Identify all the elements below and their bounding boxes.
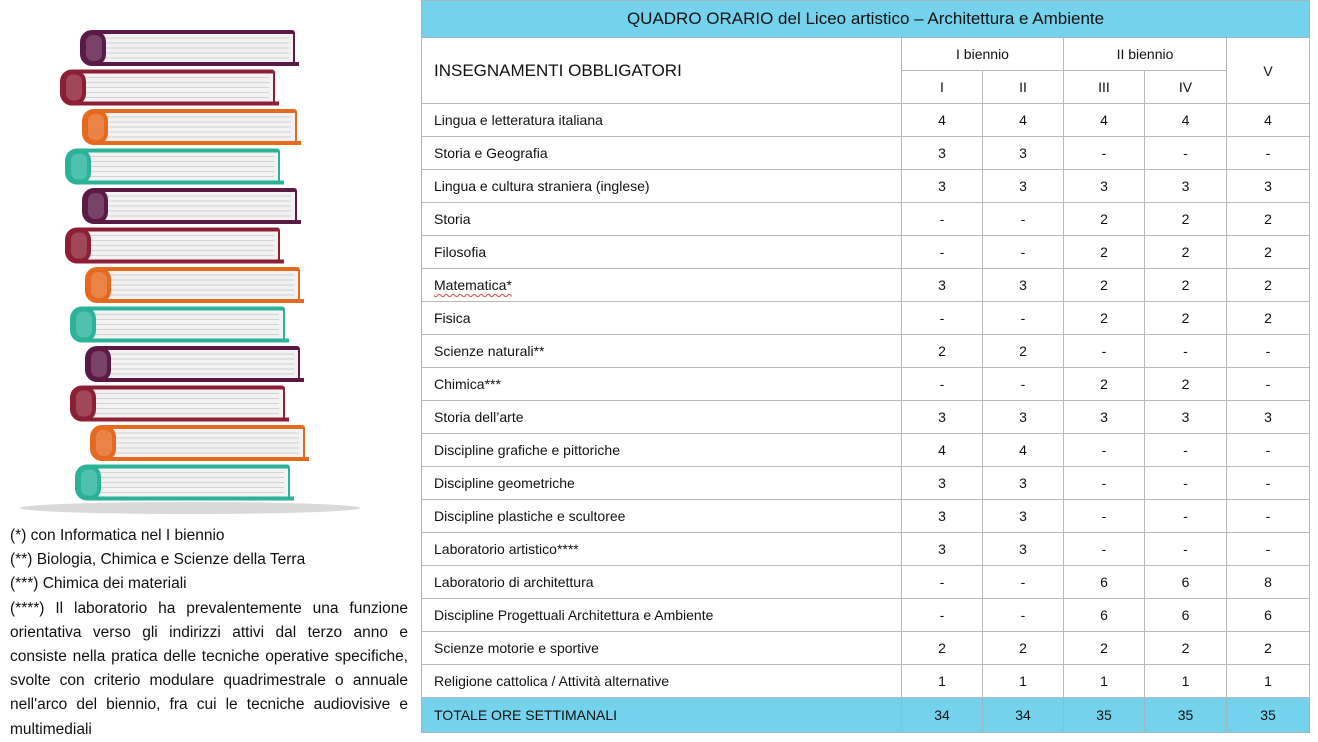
hours-cell: 2 (1145, 203, 1227, 236)
hours-cell: - (1145, 434, 1227, 467)
hours-cell: - (983, 302, 1064, 335)
hours-cell: - (1064, 434, 1145, 467)
table-row (422, 500, 1310, 533)
table-row (422, 368, 1310, 401)
hours-cell: 3 (902, 467, 983, 500)
table-row (422, 203, 1310, 236)
hours-cell: 3 (983, 401, 1064, 434)
hours-cell: 2 (1227, 302, 1310, 335)
hours-cell: 2 (1227, 632, 1310, 665)
hours-cell: 2 (1064, 203, 1145, 236)
subject-cell: Discipline plastiche e scultoree (422, 500, 902, 533)
book (75, 465, 294, 501)
subject-cell: Scienze naturali** (422, 335, 902, 368)
hours-cell: 1 (1064, 665, 1145, 698)
footnote-2: (**) Biologia, Chimica e Scienze della Terra (10, 551, 306, 569)
hours-cell: 2 (1064, 269, 1145, 302)
hours-cell: 3 (902, 269, 983, 302)
hours-cell: 3 (1064, 401, 1145, 434)
hours-cell: - (983, 599, 1064, 632)
hours-cell: - (1064, 137, 1145, 170)
footnotes (10, 524, 408, 742)
table-row (422, 599, 1310, 632)
total-hours-cell: 34 (983, 698, 1064, 733)
hours-cell: 3 (902, 170, 983, 203)
hours-cell: 2 (1064, 368, 1145, 401)
book (85, 267, 304, 303)
subject-cell: Storia (422, 203, 902, 236)
hours-cell: 2 (1064, 632, 1145, 665)
table-row (422, 269, 1310, 302)
subject-cell: Storia dell’arte (422, 401, 902, 434)
table-row (422, 665, 1310, 698)
subject-cell: Scienze motorie e sportive (422, 632, 902, 665)
hours-cell: 1 (1227, 665, 1310, 698)
subject-cell: Laboratorio artistico**** (422, 533, 902, 566)
hours-cell: 3 (1227, 401, 1310, 434)
hours-cell: 4 (902, 104, 983, 137)
total-hours-cell: 34 (902, 698, 983, 733)
book (65, 149, 284, 185)
hours-cell: - (983, 566, 1064, 599)
hours-cell: - (1227, 533, 1310, 566)
hours-cell: 6 (1064, 599, 1145, 632)
subject-cell: Laboratorio di architettura (422, 566, 902, 599)
hours-cell: 3 (902, 500, 983, 533)
hours-cell: - (983, 203, 1064, 236)
hours-cell: 2 (1145, 368, 1227, 401)
book (82, 188, 301, 224)
hours-cell: - (1227, 500, 1310, 533)
table-row (422, 632, 1310, 665)
hours-cell: 4 (1227, 104, 1310, 137)
hours-cell: 2 (1145, 302, 1227, 335)
subject-cell: Discipline geometriche (422, 467, 902, 500)
hours-cell: 3 (1145, 401, 1227, 434)
total-row (422, 698, 1310, 733)
hours-cell: 2 (983, 632, 1064, 665)
hours-cell: 6 (1227, 599, 1310, 632)
subject-cell: Religione cattolica / Attività alternative (422, 665, 902, 698)
hours-cell: 3 (902, 137, 983, 170)
total-hours-cell: 35 (1064, 698, 1145, 733)
hours-cell: 1 (902, 665, 983, 698)
hours-cell: 2 (1227, 203, 1310, 236)
hours-cell: 6 (1145, 599, 1227, 632)
total-hours-cell: 35 (1227, 698, 1310, 733)
hours-cell: - (1145, 500, 1227, 533)
hours-cell: - (1145, 137, 1227, 170)
hours-cell: - (902, 368, 983, 401)
table-row (422, 434, 1310, 467)
total-hours-cell: 35 (1145, 698, 1227, 733)
hours-cell: - (1145, 533, 1227, 566)
subject-cell: Matematica* (422, 269, 902, 302)
table-row (422, 566, 1310, 599)
hours-cell: 3 (983, 533, 1064, 566)
header-year-4: IV (1145, 71, 1227, 104)
hours-cell: 3 (983, 467, 1064, 500)
hours-cell: 3 (983, 269, 1064, 302)
hours-cell: 4 (1145, 104, 1227, 137)
header-year-2: II (983, 71, 1064, 104)
hours-cell: 2 (983, 335, 1064, 368)
book (90, 425, 309, 461)
hours-cell: 3 (983, 170, 1064, 203)
hours-cell: - (902, 236, 983, 269)
subject-cell: Chimica*** (422, 368, 902, 401)
table-row (422, 401, 1310, 434)
hours-cell: 1 (983, 665, 1064, 698)
book-stack-illustration (10, 18, 390, 518)
table-row (422, 302, 1310, 335)
subject-cell: Discipline Progettuali Architettura e Ambiente (422, 599, 902, 632)
hours-cell: 2 (902, 335, 983, 368)
hours-cell: 2 (1064, 302, 1145, 335)
hours-cell: 2 (1064, 236, 1145, 269)
table-row (422, 137, 1310, 170)
hours-cell: 3 (1227, 170, 1310, 203)
total-label: TOTALE ORE SETTIMANALI (422, 698, 902, 733)
hours-cell: 4 (1064, 104, 1145, 137)
hours-cell: 3 (1064, 170, 1145, 203)
hours-cell: - (1227, 434, 1310, 467)
hours-cell: - (1064, 500, 1145, 533)
hours-cell: - (983, 236, 1064, 269)
hours-cell: - (1227, 467, 1310, 500)
subject-cell: Filosofia (422, 236, 902, 269)
subject-cell: Storia e Geografia (422, 137, 902, 170)
table-row (422, 533, 1310, 566)
book (82, 109, 301, 145)
subject-cell: Discipline grafiche e pittoriche (422, 434, 902, 467)
schedule-table (421, 0, 1310, 733)
hours-cell: - (1227, 137, 1310, 170)
book (65, 228, 284, 264)
footnote-1: (*) con Informatica nel I biennio (10, 527, 225, 544)
table-row (422, 335, 1310, 368)
hours-cell: 3 (902, 533, 983, 566)
hours-cell: 6 (1145, 566, 1227, 599)
footnote-4: (****) Il laboratorio ha prevalentemente una funzione orientativa verso gli indirizzi attivi dal terzo anno e consiste nella pratica delle tecniche operative specifiche, svolte con criterio modulare quadrimestrale o annuale nell'arco del biennio, fra cui le tecniche audiovisive e multimediali (10, 599, 408, 738)
book (60, 70, 279, 106)
book (85, 346, 304, 382)
hours-cell: 3 (902, 401, 983, 434)
header-group-1: I biennio (902, 38, 1064, 71)
table-row (422, 104, 1310, 137)
header-year-5: V (1227, 38, 1310, 104)
book (80, 30, 299, 66)
subject-cell: Fisica (422, 302, 902, 335)
hours-cell: 2 (1145, 632, 1227, 665)
hours-cell: 3 (1145, 170, 1227, 203)
hours-cell: 3 (983, 137, 1064, 170)
hours-cell: 6 (1064, 566, 1145, 599)
hours-cell: 2 (1227, 236, 1310, 269)
hours-cell: - (1064, 467, 1145, 500)
hours-cell: - (1145, 335, 1227, 368)
hours-cell: 1 (1145, 665, 1227, 698)
hours-cell: 4 (983, 434, 1064, 467)
hours-cell: 3 (983, 500, 1064, 533)
hours-cell: - (902, 203, 983, 236)
table-title: QUADRO ORARIO del Liceo artistico – Architettura e Ambiente (422, 1, 1310, 38)
subject-cell: Lingua e cultura straniera (inglese) (422, 170, 902, 203)
hours-cell: - (902, 566, 983, 599)
subject-cell: Lingua e letteratura italiana (422, 104, 902, 137)
hours-cell: 8 (1227, 566, 1310, 599)
header-year-3: III (1064, 71, 1145, 104)
hours-cell: - (902, 599, 983, 632)
hours-cell: - (1227, 368, 1310, 401)
book (70, 386, 289, 422)
hours-cell: 2 (1145, 236, 1227, 269)
hours-cell: 2 (902, 632, 983, 665)
header-group-2: II biennio (1064, 38, 1227, 71)
hours-cell: - (983, 368, 1064, 401)
hours-cell: - (902, 302, 983, 335)
hours-cell: 2 (1145, 269, 1227, 302)
table-row (422, 236, 1310, 269)
hours-cell: - (1227, 335, 1310, 368)
hours-cell: 2 (1227, 269, 1310, 302)
table-row (422, 467, 1310, 500)
hours-cell: 4 (902, 434, 983, 467)
header-subjects: INSEGNAMENTI OBBLIGATORI (422, 38, 902, 104)
book (70, 307, 289, 343)
table-row (422, 170, 1310, 203)
hours-cell: - (1064, 533, 1145, 566)
hours-cell: 4 (983, 104, 1064, 137)
footnote-3: (***) Chimica dei materiali (10, 575, 187, 593)
book-stack-shadow (20, 502, 360, 514)
hours-cell: - (1064, 335, 1145, 368)
hours-cell: - (1145, 467, 1227, 500)
header-year-1: I (902, 71, 983, 104)
